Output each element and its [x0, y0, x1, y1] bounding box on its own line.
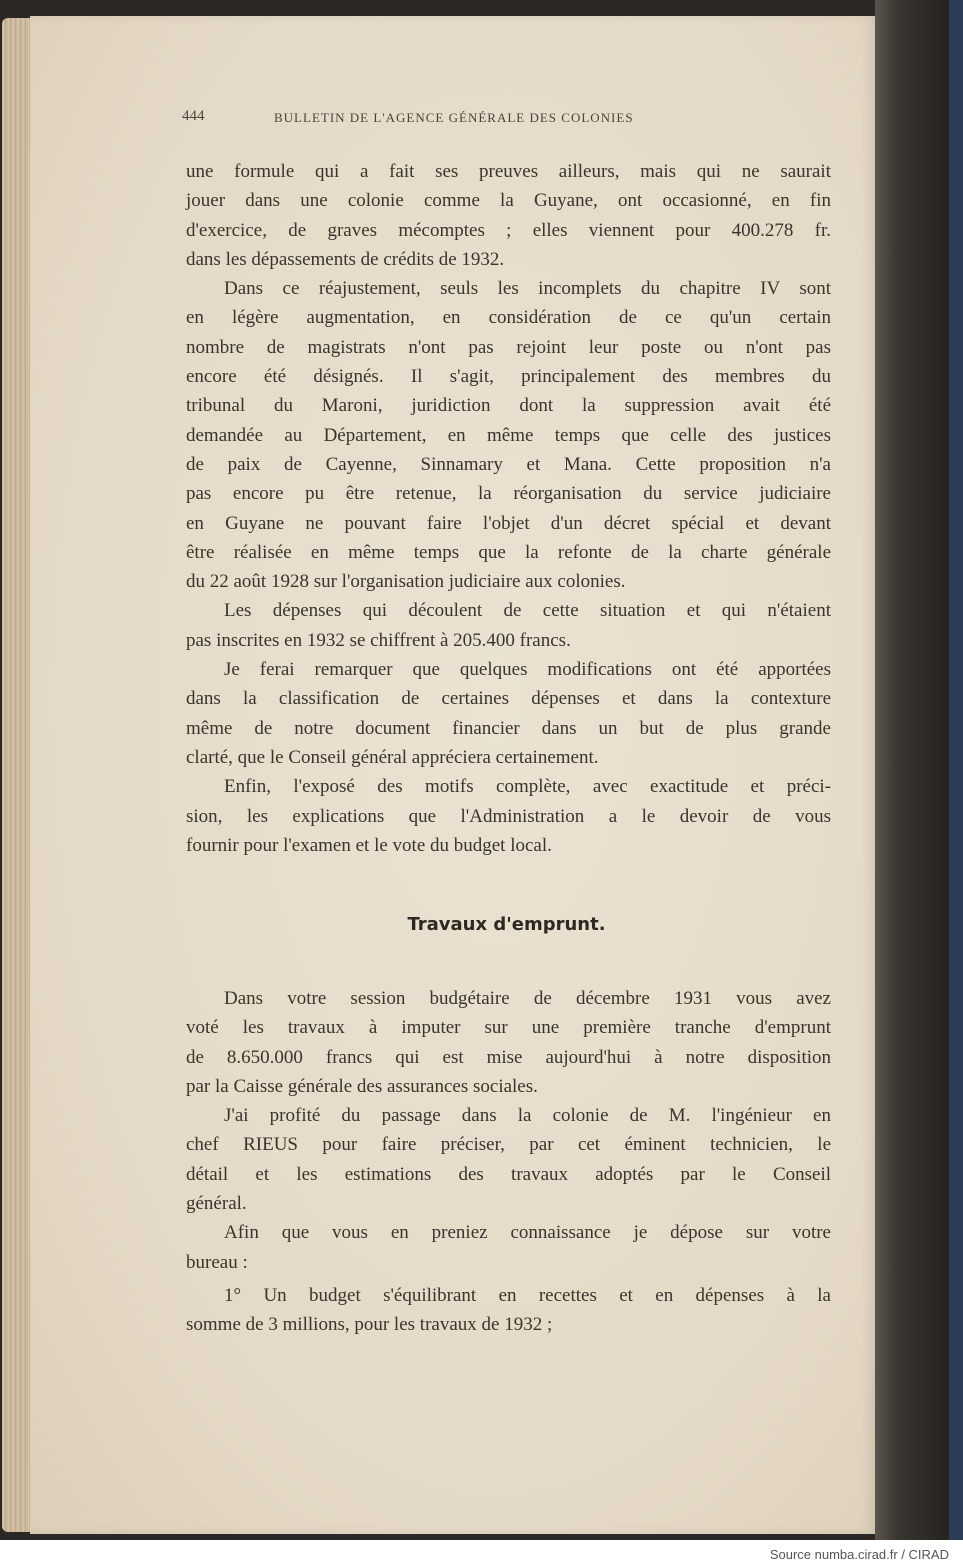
text-line: dans les dépassements de crédits de 1932.: [186, 248, 505, 270]
text-line: nombre de magistrats n'ont pas rejoint leur poste ou n'ont pas: [186, 336, 831, 358]
paragraph: [186, 274, 831, 596]
page-number: 444: [182, 108, 205, 124]
text-line: clarté, que le Conseil général appréciera certainement.: [186, 746, 599, 768]
text-line: être réalisée en même temps que la refonte de la charte générale: [186, 541, 831, 563]
paragraph: [186, 1281, 831, 1340]
text-line: Je ferai remarquer que quelques modifications ont été apportées: [224, 659, 831, 681]
section-heading: Travaux d'emprunt.: [407, 914, 606, 935]
text-line: chef RIEUS pour faire préciser, par cet éminent technicien, le: [186, 1134, 831, 1156]
text-line: Dans ce réajustement, seuls les incomplets du chapitre IV sont: [224, 278, 831, 300]
text-line: général.: [186, 1193, 247, 1215]
text-line: du 22 août 1928 sur l'organisation judiciaire aux colonies.: [186, 571, 626, 593]
text-line: tribunal du Maroni, juridiction dont la suppression avait été: [186, 395, 831, 417]
text-line: voté les travaux à imputer sur une première tranche d'emprunt: [186, 1017, 831, 1039]
paragraph: [186, 157, 831, 274]
section-1: [186, 157, 831, 860]
text-line: dans la classification de certaines dépenses et dans la contexture: [186, 688, 831, 710]
binding-strip: [875, 0, 963, 1540]
text-line: détail et les estimations des travaux adoptés par le Conseil: [186, 1163, 831, 1185]
paragraph: [186, 1218, 831, 1277]
source-credit: Source numba.cirad.fr / CIRAD: [769, 1547, 949, 1562]
section-2: [186, 984, 831, 1340]
text-line: jouer dans une colonie comme la Guyane, ont occasionné, en fin: [186, 190, 831, 212]
text-line: J'ai profité du passage dans la colonie de M. l'ingénieur en: [224, 1105, 831, 1127]
text-line: de paix de Cayenne, Sinnamary et Mana. Cette proposition n'a: [186, 453, 831, 475]
text-line: de 8.650.000 francs qui est mise aujourd'hui à notre disposition: [186, 1046, 831, 1068]
running-title: BULLETIN DE L'AGENCE GÉNÉRALE DES COLONIES: [274, 110, 634, 125]
text-line: une formule qui a fait ses preuves ailleurs, mais qui ne saurait: [186, 161, 831, 182]
paragraph: [186, 1101, 831, 1218]
text-line: en Guyane ne pouvant faire l'objet d'un décret spécial et devant: [186, 512, 831, 534]
paragraph: [186, 655, 831, 772]
paragraph: [186, 772, 831, 860]
text-line: pas encore pu être retenue, la réorganisation du service judiciaire: [186, 483, 831, 505]
paragraph: [186, 984, 831, 1101]
text-line: par la Caisse générale des assurances sociales.: [186, 1075, 538, 1097]
text-line: 1° Un budget s'équilibrant en recettes et en dépenses à la: [224, 1284, 831, 1306]
text-line: encore été désignés. Il s'agit, principalement des membres du: [186, 366, 831, 388]
binding-edge: [949, 0, 963, 1540]
text-line: sion, les explications que l'Administration a le devoir de vous: [186, 805, 831, 827]
text-line: même de notre document financier dans un but de plus grande: [186, 717, 831, 739]
text-line: en légère augmentation, en considération de ce qu'un certain: [186, 307, 831, 329]
text-line: somme de 3 millions, pour les travaux de 1932 ;: [186, 1314, 553, 1336]
paragraph: [186, 596, 831, 655]
text-line: pas inscrites en 1932 se chiffrent à 205.400 francs.: [186, 629, 571, 651]
text-line: d'exercice, de graves mécomptes ; elles viennent pour 400.278 fr.: [186, 219, 831, 241]
text-line: fournir pour l'examen et le vote du budget local.: [186, 834, 552, 856]
text-line: bureau :: [186, 1251, 248, 1273]
text-line: Dans votre session budgétaire de décembre 1931 vous avez: [224, 988, 831, 1009]
text-line: Enfin, l'exposé des motifs complète, avec exactitude et préci-: [224, 776, 831, 798]
text-line: Afin que vous en preniez connaissance je dépose sur votre: [224, 1222, 831, 1244]
text-line: Les dépenses qui découlent de cette situation et qui n'étaient: [224, 600, 831, 622]
text-line: demandée au Département, en même temps que celle des justices: [186, 424, 831, 446]
